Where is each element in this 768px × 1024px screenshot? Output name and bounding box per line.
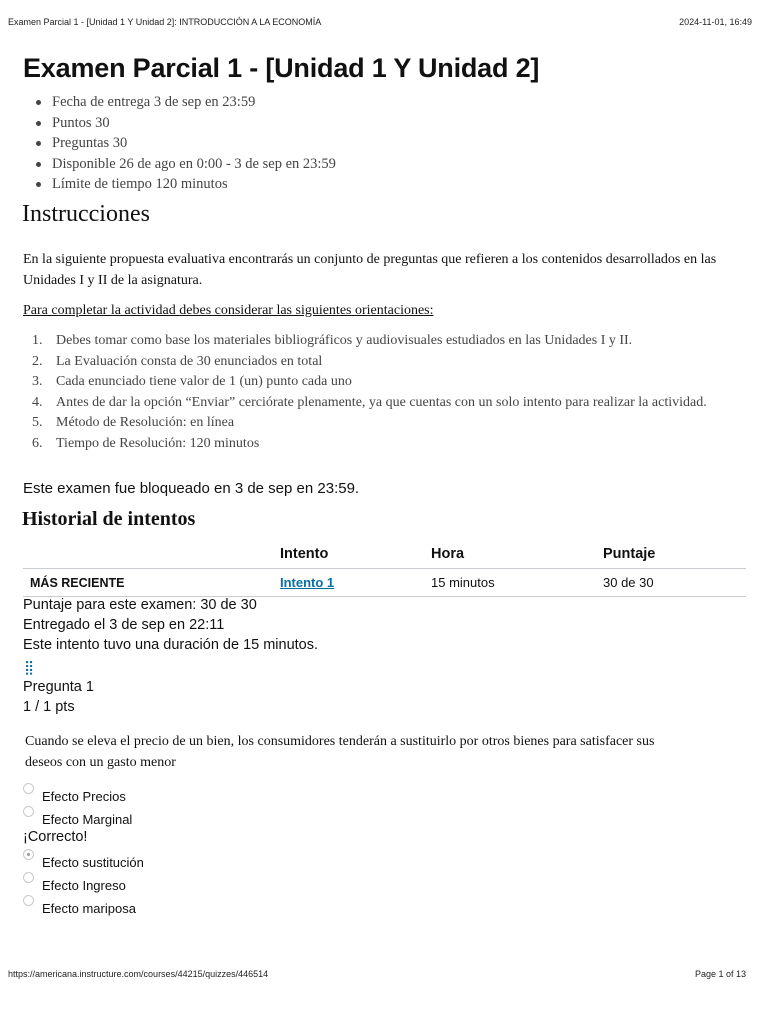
instructions-intro: En la siguiente propuesta evaluativa encontrarás un conjunto de preguntas que refieren a los contenidos desarrollados en las Unidades I y II de la asignatura. [23,252,717,288]
answer-label: Efecto Ingreso [42,878,126,893]
print-footer-page: Page 1 of 13 [694,969,746,979]
radio-icon[interactable] [23,895,34,906]
orientation-step: 3. Cada enunciado tiene valor de 1 (un) punto cada uno [32,374,352,389]
detail-due-date: Fecha de entrega 3 de sep en 23:59 [52,92,336,113]
submitted-summary: Entregado el 3 de sep en 22:11 [23,617,225,633]
duration-summary: Este intento tuvo una duración de 15 minutos. [23,637,319,653]
answer-option[interactable] [23,811,132,829]
orientation-step: 2. La Evaluación consta de 30 enunciados en total [32,353,323,369]
orientation-step: 1. Debes tomar como base los materiales bibliográficos y audiovisuales estudiados en las Unidades I y II. [32,333,633,348]
column-header-attempt: Intento [280,540,431,569]
column-header [23,540,280,569]
detail-questions: Preguntas 30 [52,133,336,154]
attempt-cell [280,569,431,597]
score-summary: Puntaje para este examen: 30 de 30 [23,597,257,613]
answer-option-selected[interactable] [23,854,144,872]
attempt-link[interactable]: Intento 1 [280,575,335,590]
answer-label: Efecto Precios [42,789,126,804]
page-title: Examen Parcial 1 - [Unidad 1 Y Unidad 2] [23,53,540,83]
orientation-step: 5. Método de Resolución: en línea [32,415,235,430]
answer-option[interactable] [23,877,126,895]
answer-option[interactable] [23,900,136,918]
radio-icon[interactable] [23,806,34,817]
orientation-step: 4. Antes de dar la opción “Enviar” cerciórate plenamente, ya que cuentas con un solo intento para realizar la actividad. [32,394,707,410]
question-text: Cuando se eleva el precio de un bien, los consumidores tenderán a sustituirlo por otros bienes para satisfacer sus deseos con un gasto menor [25,734,655,770]
print-footer-url: https://americana.instructure.com/courses/44215/quizzes/446514 [8,969,269,979]
attempts-table [23,540,746,597]
quiz-details-list [52,92,336,195]
orientation-steps [23,331,743,454]
answer-label: Efecto mariposa [42,901,136,916]
radio-selected-icon[interactable] [23,849,34,860]
attempt-time: 15 minutos [431,569,603,597]
radio-icon[interactable] [23,872,34,883]
attempt-score: 30 de 30 [603,569,746,597]
column-header-time: Hora [431,540,603,569]
drag-handle-icon[interactable]: ⣿ [24,659,35,675]
radio-icon[interactable] [23,783,34,794]
question-label: Pregunta 1 [23,679,94,695]
history-heading: Historial de intentos [22,508,196,530]
orientation-step: 6. Tiempo de Resolución: 120 minutos [32,435,260,451]
column-header-score: Puntaje [603,540,746,569]
attempts-header-row [23,540,746,569]
question-points: 1 / 1 pts [23,699,75,715]
table-row [23,569,746,597]
print-header-datetime: 2024-11-01, 16:49 [679,17,752,27]
correct-label: ¡Correcto! [23,829,88,845]
attempt-label: MÁS RECIENTE [23,569,280,597]
detail-points: Puntos 30 [52,113,336,134]
detail-available: Disponible 26 de ago en 0:00 - 3 de sep en 23:59 [52,154,336,175]
answer-option[interactable] [23,788,126,806]
locked-notice: Este examen fue bloqueado en 3 de sep en 23:59. [23,480,360,497]
orientation-title: Para completar la actividad debes considerar las siguientes orientaciones: [23,303,434,318]
answer-label: Efecto sustitución [42,855,144,870]
print-header-title: Examen Parcial 1 - [Unidad 1 Y Unidad 2]: INTRODUCCIÓN A LA ECONOMÍA [8,17,322,27]
detail-time-limit: Límite de tiempo 120 minutos [52,174,336,195]
answer-label: Efecto Marginal [42,812,133,827]
instructions-heading: Instrucciones [22,201,150,227]
